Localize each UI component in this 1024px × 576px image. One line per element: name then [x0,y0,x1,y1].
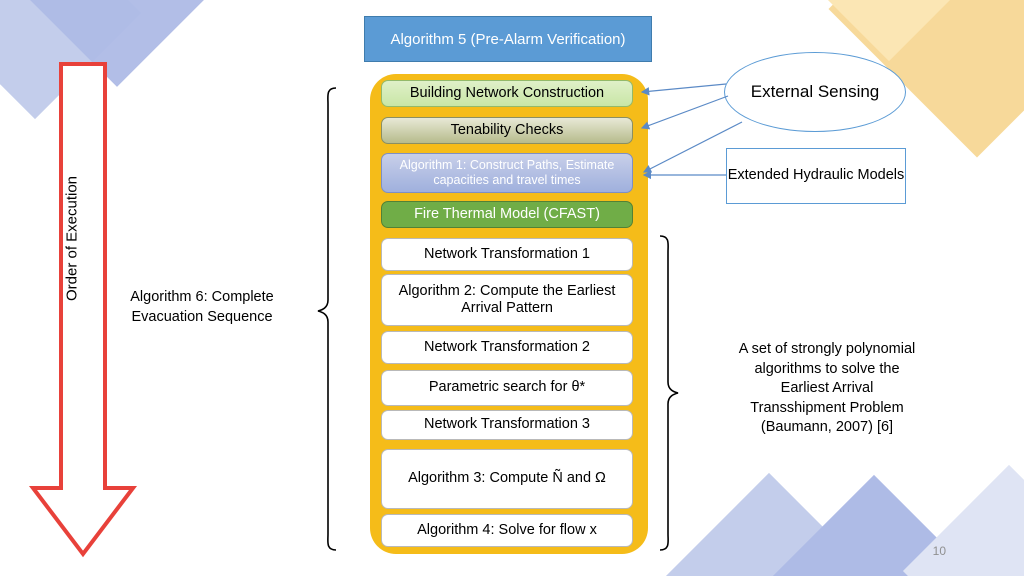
step-fire-thermal-model[interactable]: Fire Thermal Model (CFAST) [381,201,633,228]
step-algorithm-1[interactable]: Algorithm 1: Construct Paths, Estimate capacities and travel times [381,153,633,193]
step-network-transformation-2[interactable]: Network Transformation 2 [381,331,633,364]
decoration-bottom-right-diamond-3 [903,465,1024,576]
extended-hydraulic-models-node[interactable]: Extended Hydraulic Models [726,148,906,204]
step-algorithm-4[interactable]: Algorithm 4: Solve for flow x [381,514,633,547]
external-sensing-node[interactable]: External Sensing [724,52,906,132]
left-note-algorithm-6: Algorithm 6: Complete Evacuation Sequence [130,289,274,325]
step-network-transformation-1[interactable]: Network Transformation 1 [381,238,633,271]
step-tenability-checks[interactable]: Tenability Checks [381,117,633,144]
step-algorithm-3[interactable]: Algorithm 3: Compute Ñ and Ω [381,449,633,509]
page-number: 10 [932,544,946,558]
order-of-execution-label: Order of Execution [63,175,81,302]
step-building-network-construction[interactable]: Building Network Construction [381,80,633,107]
step-network-transformation-3[interactable]: Network Transformation 3 [381,410,633,440]
step-parametric-search[interactable]: Parametric search for θ* [381,370,633,406]
step-algorithm-2[interactable]: Algorithm 2: Compute the Earliest Arrival Pattern [381,274,633,326]
algorithm-5-title-banner: Algorithm 5 (Pre-Alarm Verification) [364,16,652,62]
right-note-eat-problem: A set of strongly polynomial algorithms to solve the Earliest Arrival Transshipment Problem (Baumann, 2007) [6] [738,341,916,436]
